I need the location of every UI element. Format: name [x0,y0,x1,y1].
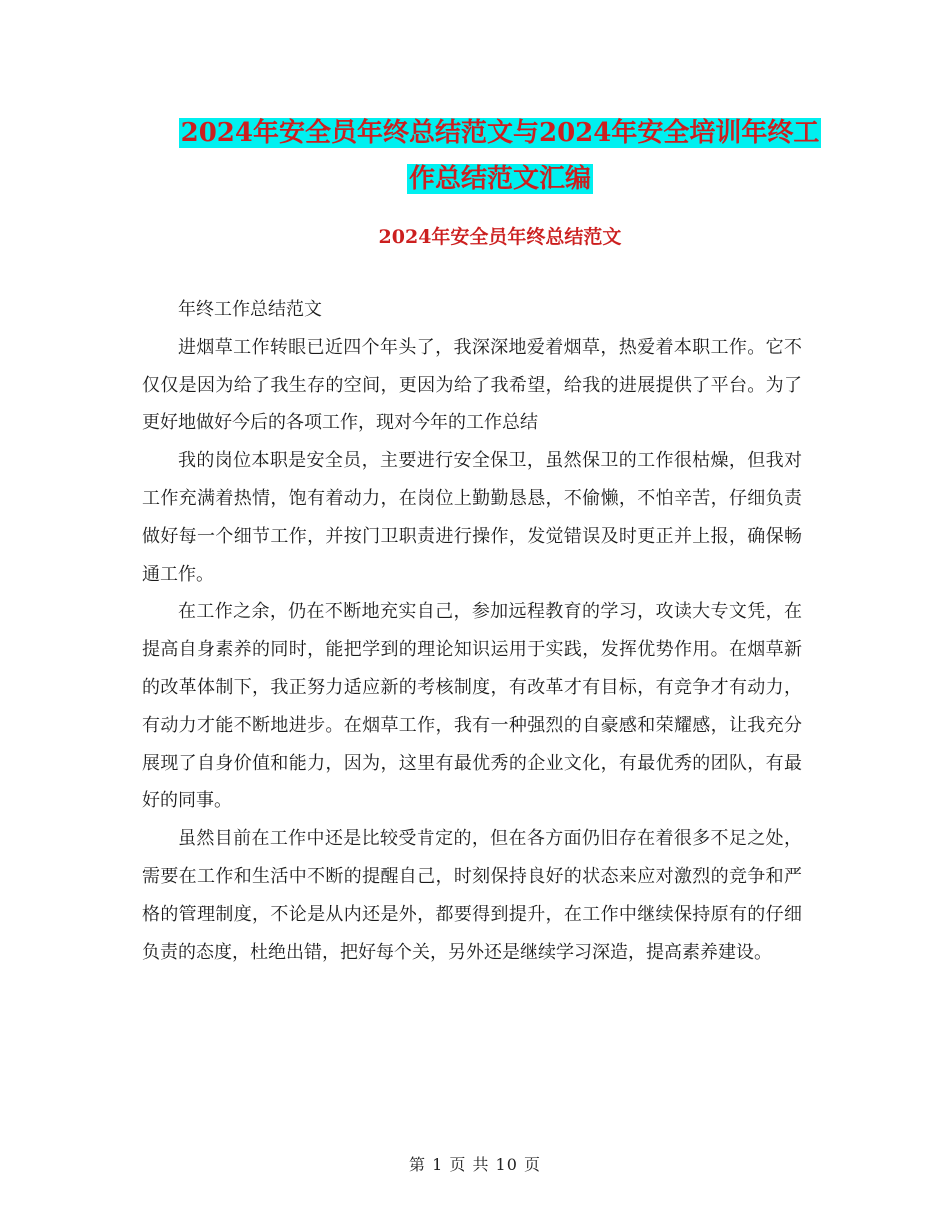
paragraph: 在工作之余，仍在不断地充实自己，参加远程教育的学习，攻读大专文凭，在提高自身素养的同时，能把学到的理论知识运用于实践，发挥优势作用。在烟草新的改革体制下，我正努力适应新的考核制度，有改革才有目标，有竞争才有动力，有动力才能不断地进步。在烟草工作，我有一种强烈的自豪感和荣耀感，让我充分展现了自身价值和能力，因为，这里有最优秀的企业文化，有最优秀的团队，有最好的同事。 [142,601,802,812]
document-title [140,110,860,202]
page-footer: 第 1 页 共 10 页 [409,1155,541,1174]
document-title-line-1: 2024年安全员年终总结范文与2024年安全培训年终工 [180,118,820,148]
document-title-line-2: 作总结范文汇编 [408,164,591,194]
paragraph: 进烟草工作转眼已近四个年头了，我深深地爱着烟草，热爱着本职工作。它不仅仅是因为给了我生存的空间，更因为给了我希望，给我的进展提供了平台。为了更好地做好今后的各项工作，现对今年的工作总结 [142,336,802,434]
document-body [142,291,802,971]
section-title: 2024年安全员年终总结范文 [378,226,622,248]
paragraph: 年终工作总结范文 [178,299,322,320]
paragraph: 我的岗位本职是安全员，主要进行安全保卫，虽然保卫的工作很枯燥，但我对工作充满着热情，饱有着动力，在岗位上勤勤恳恳，不偷懒，不怕辛苦，仔细负责做好每一个细节工作，并按门卫职责进行操作，发觉错误及时更正并上报，确保畅通工作。 [142,450,802,585]
paragraph: 虽然目前在工作中还是比较受肯定的，但在各方面仍旧存在着很多不足之处，需要在工作和生活中不断的提醒自己，时刻保持良好的状态来应对激烈的竞争和严格的管理制度，不论是从内还是外，都要得到提升，在工作中继续保持原有的仔细负责的态度，杜绝出错，把好每个关，另外还是继续学习深造，提高素养建设。 [142,828,802,963]
